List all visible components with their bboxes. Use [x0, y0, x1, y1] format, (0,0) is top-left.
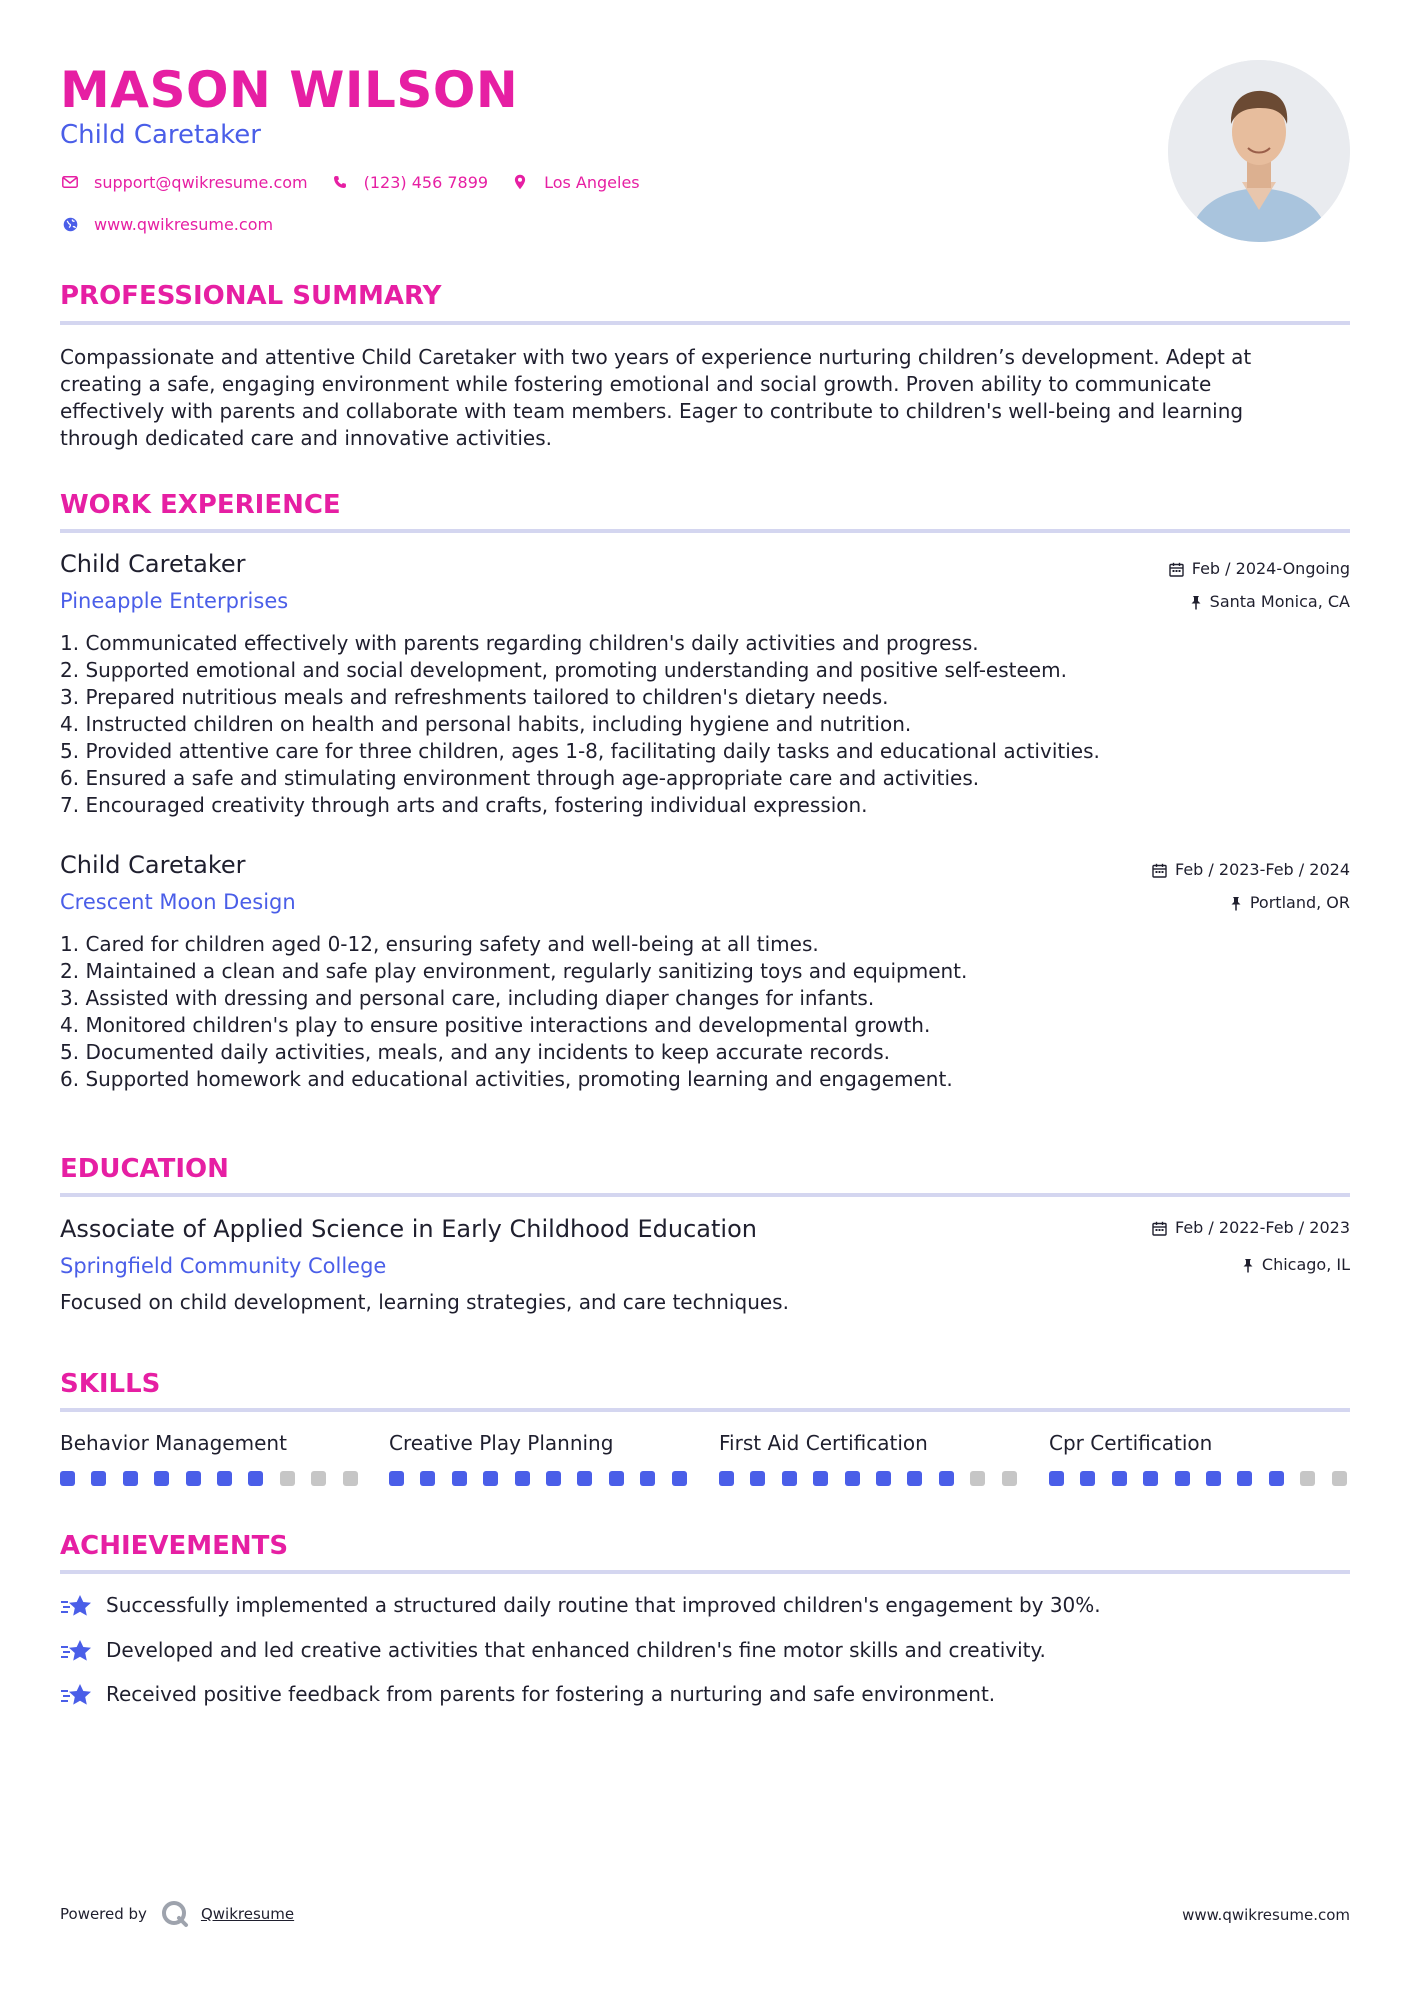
skill-dot-filled: [483, 1471, 498, 1486]
list-item: 3. Assisted with dressing and personal care, including diaper changes for infants.: [60, 986, 875, 1010]
location-text: Los Angeles: [544, 172, 640, 192]
skill-dot-empty: [311, 1471, 326, 1486]
section-divider: [60, 1408, 1350, 1412]
skill-dot-filled: [154, 1471, 169, 1486]
powered-by-label: Powered by: [60, 1905, 147, 1923]
achievement-text: Developed and led creative activities that enhanced children's fine motor skills and creativity.: [106, 1638, 1046, 1662]
calendar-icon: [1152, 863, 1167, 878]
achievement-item: [60, 1592, 1101, 1619]
list-item: 6. Ensured a safe and stimulating environment through age-appropriate care and activities.: [60, 766, 980, 790]
list-item: 5. Provided attentive care for three children, ages 1-8, facilitating daily tasks and educational activities.: [60, 739, 1100, 763]
achievement-text: Successfully implemented a structured daily routine that improved children's engagement by 30%.: [106, 1593, 1101, 1617]
skill-dot-filled: [1175, 1471, 1190, 1486]
calendar-icon: [1169, 562, 1184, 577]
skill-rating: [719, 1471, 1033, 1486]
job-bullets: [60, 630, 1350, 819]
education-location: [1242, 1254, 1350, 1276]
skill-label: Cpr Certification: [1049, 1431, 1213, 1455]
section-divider: [60, 321, 1350, 325]
calendar-icon: [1152, 1221, 1167, 1236]
list-item: 5. Documented daily activities, meals, and any incidents to keep accurate records.: [60, 1040, 891, 1064]
star-icon: [60, 1638, 94, 1664]
skill-label: Behavior Management: [60, 1431, 287, 1455]
skill-dot-filled: [217, 1471, 232, 1486]
skill-dot-filled: [1049, 1471, 1064, 1486]
education-dates: [1152, 1217, 1350, 1239]
job-dates: [1152, 859, 1350, 881]
skill-item: [1049, 1429, 1349, 1457]
skill-dot-empty: [1300, 1471, 1315, 1486]
skill-dot-empty: [280, 1471, 295, 1486]
contact-phone[interactable]: [330, 172, 488, 192]
skill-dot-empty: [1002, 1471, 1017, 1486]
contact-row-primary: [60, 172, 662, 192]
list-item: 7. Encouraged creativity through arts and crafts, fostering individual expression.: [60, 793, 868, 817]
summary-line: effectively with parents and collaborate with team members. Eager to contribute to children's well-being and learning: [60, 399, 1244, 423]
brand-link[interactable]: Qwikresume: [200, 1905, 295, 1923]
skill-item: [60, 1429, 360, 1457]
skill-dot-filled: [60, 1471, 75, 1486]
pushpin-icon: [1230, 896, 1242, 911]
section-divider: [60, 1570, 1350, 1574]
candidate-role: Child Caretaker: [60, 120, 261, 150]
list-item: 4. Instructed children on health and personal habits, including hygiene and nutrition.: [60, 712, 912, 736]
summary-line: Compassionate and attentive Child Caretaker with two years of experience nurturing children’s development. Adept at: [60, 345, 1252, 369]
skill-dot-filled: [1269, 1471, 1284, 1486]
skill-dot-filled: [876, 1471, 891, 1486]
footer-powered-by: [60, 1900, 294, 1928]
summary-text: [60, 344, 1350, 452]
list-item: 1. Communicated effectively with parents regarding children's daily activities and progress.: [60, 631, 979, 655]
section-title-achievements: ACHIEVEMENTS: [60, 1531, 289, 1561]
footer-website[interactable]: www.qwikresume.com: [1182, 1906, 1350, 1924]
achievement-item: [60, 1681, 995, 1708]
skill-rating: [60, 1471, 374, 1486]
section-title-summary: PROFESSIONAL SUMMARY: [60, 281, 442, 311]
skill-dot-filled: [452, 1471, 467, 1486]
job-bullets: [60, 931, 1350, 1093]
location-text: Chicago, IL: [1261, 1255, 1350, 1274]
map-pin-icon: [510, 172, 530, 192]
job-company: Pineapple Enterprises: [60, 589, 289, 613]
skill-dot-filled: [1143, 1471, 1158, 1486]
email-text: support@qwikresume.com: [94, 172, 308, 192]
location-text: Santa Monica, CA: [1209, 592, 1350, 611]
skill-dot-filled: [123, 1471, 138, 1486]
skill-dot-filled: [782, 1471, 797, 1486]
section-title-education: EDUCATION: [60, 1154, 229, 1184]
skill-dot-filled: [420, 1471, 435, 1486]
skill-dot-filled: [389, 1471, 404, 1486]
skill-dot-filled: [939, 1471, 954, 1486]
website-text: www.qwikresume.com: [94, 214, 274, 234]
skill-label: Creative Play Planning: [389, 1431, 614, 1455]
skill-dot-filled: [577, 1471, 592, 1486]
skill-dot-filled: [719, 1471, 734, 1486]
list-item: 3. Prepared nutritious meals and refreshments tailored to children's dietary needs.: [60, 685, 889, 709]
skill-dot-filled: [1237, 1471, 1252, 1486]
list-item: 4. Monitored children's play to ensure positive interactions and developmental growth.: [60, 1013, 931, 1037]
list-item: 2. Supported emotional and social development, promoting understanding and positive self-esteem.: [60, 658, 1067, 682]
phone-text: (123) 456 7899: [363, 172, 489, 192]
contact-website[interactable]: [60, 214, 273, 234]
qwikresume-logo-icon: [161, 1900, 189, 1928]
skill-dot-filled: [248, 1471, 263, 1486]
dates-text: Feb / 2024-Ongoing: [1191, 559, 1350, 578]
location-text: Portland, OR: [1249, 893, 1350, 912]
list-item: 1. Cared for children aged 0-12, ensuring safety and well-being at all times.: [60, 932, 819, 956]
section-divider: [60, 529, 1350, 533]
star-icon: [60, 1682, 94, 1708]
skill-dot-filled: [186, 1471, 201, 1486]
contact-row-secondary: [60, 214, 295, 234]
skill-dot-filled: [845, 1471, 860, 1486]
dates-text: Feb / 2023-Feb / 2024: [1175, 860, 1350, 879]
envelope-icon: [60, 172, 80, 192]
skill-dot-filled: [1112, 1471, 1127, 1486]
skill-dot-filled: [515, 1471, 530, 1486]
job-company: Crescent Moon Design: [60, 890, 296, 914]
skill-dot-filled: [672, 1471, 687, 1486]
list-item: 6. Supported homework and educational activities, promoting learning and engagement.: [60, 1067, 953, 1091]
job-title: Child Caretaker: [60, 550, 246, 578]
skill-dot-empty: [1332, 1471, 1347, 1486]
summary-line: through dedicated care and innovative activities.: [60, 426, 552, 450]
skill-label: First Aid Certification: [719, 1431, 928, 1455]
globe-icon: [60, 214, 80, 234]
skill-dot-filled: [750, 1471, 765, 1486]
pushpin-icon: [1190, 595, 1202, 610]
skill-dot-filled: [1080, 1471, 1095, 1486]
star-icon: [60, 1593, 94, 1619]
job-title: Child Caretaker: [60, 851, 246, 879]
skill-dot-filled: [640, 1471, 655, 1486]
skill-dot-filled: [1206, 1471, 1221, 1486]
skill-item: [719, 1429, 1019, 1457]
section-title-skills: SKILLS: [60, 1369, 161, 1399]
list-item: 2. Maintained a clean and safe play environment, regularly sanitizing toys and equipment.: [60, 959, 968, 983]
phone-icon: [330, 172, 350, 192]
skill-dot-filled: [91, 1471, 106, 1486]
skill-dot-filled: [907, 1471, 922, 1486]
skill-rating: [1049, 1471, 1363, 1486]
candidate-name: MASON WILSON: [60, 61, 519, 119]
pushpin-icon: [1242, 1258, 1254, 1273]
skill-item: [389, 1429, 689, 1457]
skill-rating: [389, 1471, 703, 1486]
skill-dot-empty: [970, 1471, 985, 1486]
job-location: [1230, 892, 1350, 914]
skill-dot-empty: [343, 1471, 358, 1486]
contact-location: [510, 172, 640, 192]
education-school: Springfield Community College: [60, 1254, 387, 1278]
contact-email[interactable]: [60, 172, 308, 192]
section-title-experience: WORK EXPERIENCE: [60, 490, 341, 520]
dates-text: Feb / 2022-Feb / 2023: [1175, 1218, 1350, 1237]
achievement-item: [60, 1637, 1046, 1664]
skill-dot-filled: [609, 1471, 624, 1486]
education-degree: Associate of Applied Science in Early Childhood Education: [60, 1215, 757, 1243]
job-dates: [1169, 558, 1350, 580]
section-divider: [60, 1193, 1350, 1197]
achievement-text: Received positive feedback from parents for fostering a nurturing and safe environment.: [106, 1682, 996, 1706]
summary-line: creating a safe, engaging environment while fostering emotional and social growth. Proven ability to communicate: [60, 372, 1212, 396]
skill-dot-filled: [546, 1471, 561, 1486]
skill-dot-filled: [813, 1471, 828, 1486]
job-location: [1190, 591, 1350, 613]
education-description: Focused on child development, learning strategies, and care techniques.: [60, 1290, 789, 1314]
profile-photo: [1168, 60, 1350, 242]
